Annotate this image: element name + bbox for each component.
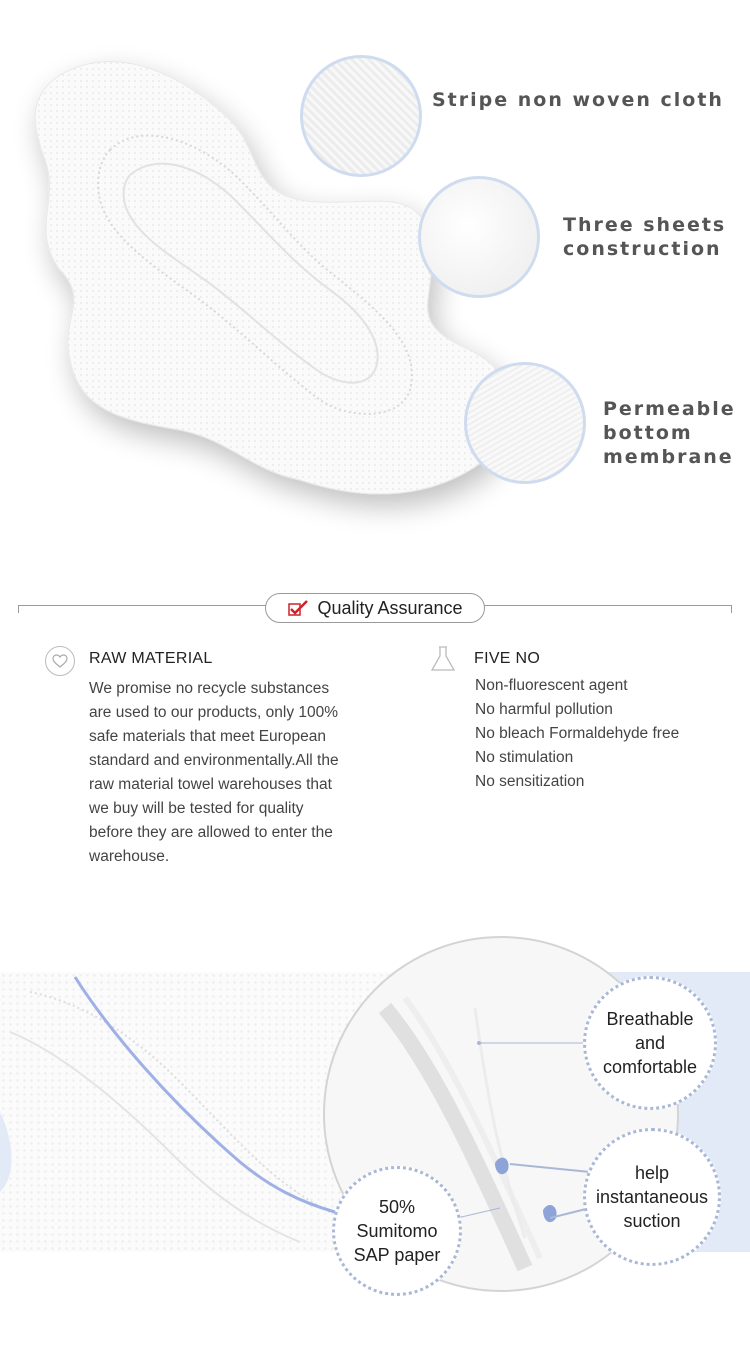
raw-material-line: we buy will be tested for quality xyxy=(89,800,304,817)
raw-material-line: before they are allowed to enter the xyxy=(89,824,333,841)
three-sheets-zoom xyxy=(418,176,540,298)
quality-assurance-badge xyxy=(265,593,485,623)
five-no-item: No sensitization xyxy=(475,773,585,790)
permeable-membrane-label: Permeable bottom membrane xyxy=(603,398,736,468)
three-sheets-label: Three sheets construction xyxy=(563,214,727,260)
raw-material-line: raw material towel warehouses that xyxy=(89,776,332,793)
five-no-item: No bleach Formaldehyde free xyxy=(475,725,680,742)
breathable-callout: Breathable and comfortable xyxy=(583,976,717,1110)
raw-material-line: warehouse. xyxy=(89,848,170,865)
flask-icon xyxy=(428,644,458,674)
product-feature-section xyxy=(0,0,750,560)
five-no-list xyxy=(475,674,735,794)
raw-material-line: standard and environmentally.All the xyxy=(89,752,339,769)
raw-material-line: are used to our products, only 100% xyxy=(89,704,339,721)
five-no-item: No harmful pollution xyxy=(475,701,613,718)
stripe-cloth-label: Stripe non woven cloth xyxy=(432,89,724,111)
sap-paper-callout: 50% Sumitomo SAP paper xyxy=(332,1166,462,1296)
stripe-cloth-zoom xyxy=(300,55,422,177)
five-no-heading: FIVE NO xyxy=(474,650,541,667)
permeable-membrane-zoom xyxy=(464,362,586,484)
raw-material-heading: RAW MATERIAL xyxy=(89,650,213,667)
five-no-item: No stimulation xyxy=(475,749,574,766)
quality-assurance-title: Quality Assurance xyxy=(317,597,463,618)
checkbox-check-icon xyxy=(287,600,309,616)
heart-icon xyxy=(45,646,75,676)
suction-callout: help instantaneous suction xyxy=(583,1128,721,1266)
divider-left-tick xyxy=(18,605,19,613)
five-no-item: Non-fluorescent agent xyxy=(475,677,628,694)
raw-material-line: We promise no recycle substances xyxy=(89,680,330,697)
divider-right-tick xyxy=(731,605,732,613)
raw-material-line: safe materials that meet European xyxy=(89,728,326,745)
raw-material-text xyxy=(89,677,389,869)
